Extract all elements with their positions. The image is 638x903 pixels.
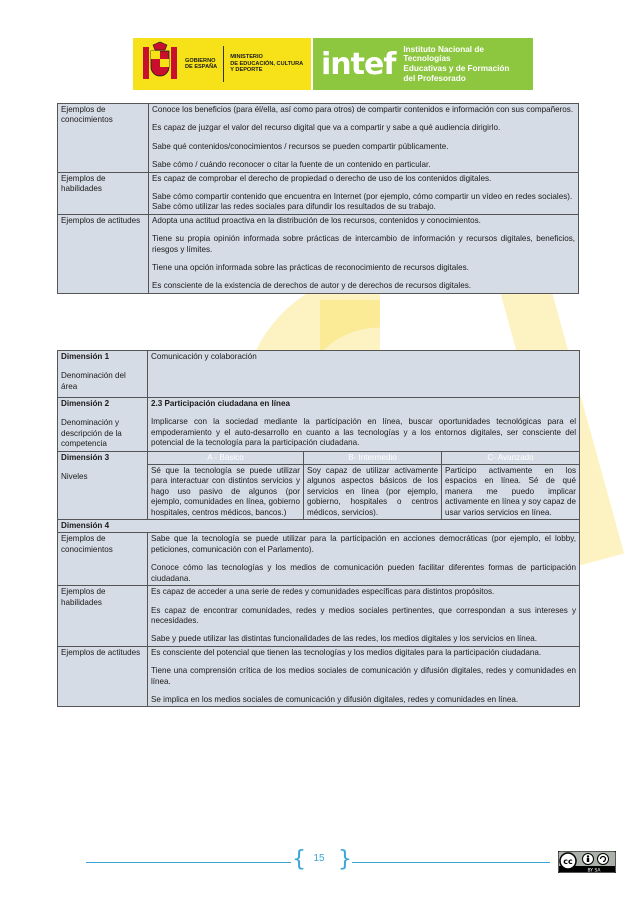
attitudes-item: Se implica en los medios sociales de comunicación y difusión digitales, redes y comunidades en línea.: [151, 694, 519, 704]
level-a-header: A - Básico: [148, 451, 304, 464]
dimension-4-row: [58, 520, 580, 533]
area-name: Comunicación y colaboración: [148, 351, 580, 398]
knowledge-content: [149, 104, 579, 173]
dimension-1-subtitle: Denominación del área: [61, 371, 126, 391]
knowledge-item: Conoce cómo las tecnologías y los medios de comunicación pueden facilitar diferentes formas de participación ciudadana.: [151, 563, 576, 583]
government-logo: [133, 38, 311, 90]
knowledge-label: Ejemplos de conocimientos: [58, 533, 148, 586]
skills-item: Sabe y puede utilizar las distintas funcionalidades de las redes, los medios digitales y los servicios en línea.: [151, 634, 538, 644]
logo-separator: [223, 46, 224, 82]
competence-table-2-3: [57, 350, 580, 707]
dimension-1-title: Dimensión 1: [61, 352, 110, 361]
attitudes-content: [148, 646, 580, 707]
skills-label: Ejemplos de habilidades: [58, 586, 148, 647]
level-c-description: [442, 465, 580, 520]
level-a-text: Sé que la tecnología se puede utilizar para interactuar con distintos servicios y hago uso pasivo de algunos (por ejemplo, comunidades en línea, gobierno hospitales, centros médicos, bancos.): [151, 466, 300, 517]
knowledge-item: Es capaz de juzgar el valor del recurso digital que va a compartir y sabe a qué audiencia dirigirlo.: [152, 123, 501, 133]
dimension-2-row: [58, 398, 580, 452]
dimension-4-title: Dimensión 4: [58, 520, 580, 533]
competence-text: Implicarse con la sociedad mediante la participación en línea, buscar oportunidades tecnológicas para el empoderamiento y el auto-desarrollo en cuanto a las tecnologías y a los entornos digitales, ser consciente del potencial de la tecnología para la participación ciudadana.: [151, 417, 576, 448]
skills-item: Es capaz de encontrar comunidades, redes y medios sociales pertinentes, que correspondan a sus intereses y necesidades.: [151, 605, 576, 625]
skills-item: Es capaz de comprobar el derecho de propiedad o derecho de uso de los contenidos digitales.: [152, 173, 492, 183]
skills-item: Sabe cómo utilizar las redes sociales para difundir los resultados de su trabajo.: [152, 202, 436, 212]
dimension-2-subtitle: Denominación y descripción de la competencia: [61, 418, 122, 449]
attitudes-item: Adopta una actitud proactiva en la distribución de los recursos, contenidos y conocimientos.: [152, 215, 481, 225]
dimension-3-title: Dimensión 3: [61, 452, 110, 462]
intef-line-2: Educativas y de Formación: [403, 64, 510, 73]
dimension-1-label: [58, 351, 148, 398]
attitudes-item: Tiene una comprensión crítica de los medios sociales de comunicación y difusión digitales, redes y comunidades en línea.: [151, 666, 576, 686]
attitudes-content: [149, 214, 579, 293]
dimension-3-label: [58, 451, 148, 519]
knowledge-row: [58, 533, 580, 586]
attitudes-item: Es consciente del potencial que tienen las tecnologías y los medios digitales para la participación ciudadana.: [151, 647, 542, 657]
levels-header-row: [58, 451, 580, 464]
knowledge-item: Sabe cómo / cuándo reconocer o citar la fuente de un contenido en particular.: [152, 160, 431, 170]
competence-title: 2.3 Participación ciudadana en línea: [151, 399, 290, 408]
knowledge-item: Conoce los beneficios (para él/ella, así como para otros) de compartir contenidos e información con sus compañeros.: [152, 105, 574, 114]
attitudes-row: [58, 646, 580, 707]
intef-logo: [313, 38, 533, 90]
competence-table-continued: [57, 103, 579, 294]
skills-content: [149, 172, 579, 214]
gov-line-1: GOBIERNO: [185, 57, 216, 64]
dimension-3-subtitle: Niveles: [61, 472, 88, 482]
level-b-text: Soy capaz de utilizar activamente algunos aspectos básicos de los servicios en línea (por ejemplo, gobierno, hospitales o centros médicos, servicios).: [307, 466, 438, 517]
skills-item: Es capaz de acceder a una serie de redes y comunidades específicas para distintos propósitos.: [151, 587, 495, 597]
level-b-header: B- Intermedio: [304, 451, 442, 464]
level-a-description: [148, 465, 304, 520]
dimension-1-row: [58, 351, 580, 398]
intef-line-1: Instituto Nacional de Tecnologías: [403, 44, 484, 64]
skills-label: Ejemplos de habilidades: [58, 172, 149, 214]
ministry-line-2: DE EDUCACIÓN, CULTURA: [230, 60, 304, 67]
license-label: BY SA: [587, 868, 601, 873]
competence-description: [148, 398, 580, 452]
bracket-right-icon: }: [338, 847, 352, 872]
level-c-text: Participo activamente en los espacios en línea. Sé de qué manera me puedo implicar activamente en línea y soy capaz de usar varios servicios en línea.: [445, 466, 576, 517]
gov-line-2: DE ESPAÑA: [185, 64, 218, 70]
footer-line-right: [352, 862, 550, 863]
skills-row: [58, 586, 580, 647]
attitudes-row: [58, 214, 579, 293]
knowledge-item: Sabe que la tecnología se puede utilizar para la participación en acciones democráticas (por ejemplo, el lobby, peticiones, comunicación con el Parlamento).: [151, 534, 576, 554]
knowledge-item: Sabe qué contenidos/conocimientos / recursos se pueden compartir públicamente.: [152, 141, 449, 151]
header-logos: [133, 38, 533, 90]
attitudes-item: Tiene una opción informada sobre las prácticas de reconocimiento de recursos digitales.: [152, 263, 469, 273]
attitudes-item: Es consciente de la existencia de derechos de autor y de derechos de recursos digitales.: [152, 281, 471, 291]
skills-row: [58, 172, 579, 214]
bracket-left-icon: {: [292, 847, 306, 872]
knowledge-row: [58, 104, 579, 173]
level-c-header: C- Avanzado: [442, 451, 580, 464]
skills-content: [148, 586, 580, 647]
page-number: 15: [313, 853, 325, 864]
intef-wordmark: intef: [321, 46, 396, 82]
intef-line-3: del Profesorado: [403, 73, 466, 83]
svg-text:cc: cc: [563, 857, 573, 866]
attitudes-item: Tiene su propia opinión informada sobre prácticas de intercambio de información y recursos digitales, beneficios, riesgos y límites.: [152, 234, 575, 254]
knowledge-content: [148, 533, 580, 586]
skills-item: Sabe cómo compartir contenido que encuentra en Internet (por ejemplo, cómo compartir un vídeo en redes sociales).: [152, 192, 573, 202]
coat-of-arms-icon: [139, 41, 181, 87]
footer-line-left: [86, 862, 291, 863]
ministry-line-1: MINISTERIO: [230, 54, 263, 61]
level-b-description: [304, 465, 442, 520]
dimension-2-title: Dimensión 2: [61, 399, 110, 408]
attitudes-label: Ejemplos de actitudes: [58, 214, 149, 293]
ministry-line-3: Y DEPORTE: [230, 67, 263, 74]
knowledge-label: Ejemplos de conocimientos: [58, 104, 149, 173]
dimension-2-label: [58, 398, 148, 452]
creative-commons-license-icon: [558, 851, 616, 873]
attitudes-label: Ejemplos de actitudes: [58, 646, 148, 707]
